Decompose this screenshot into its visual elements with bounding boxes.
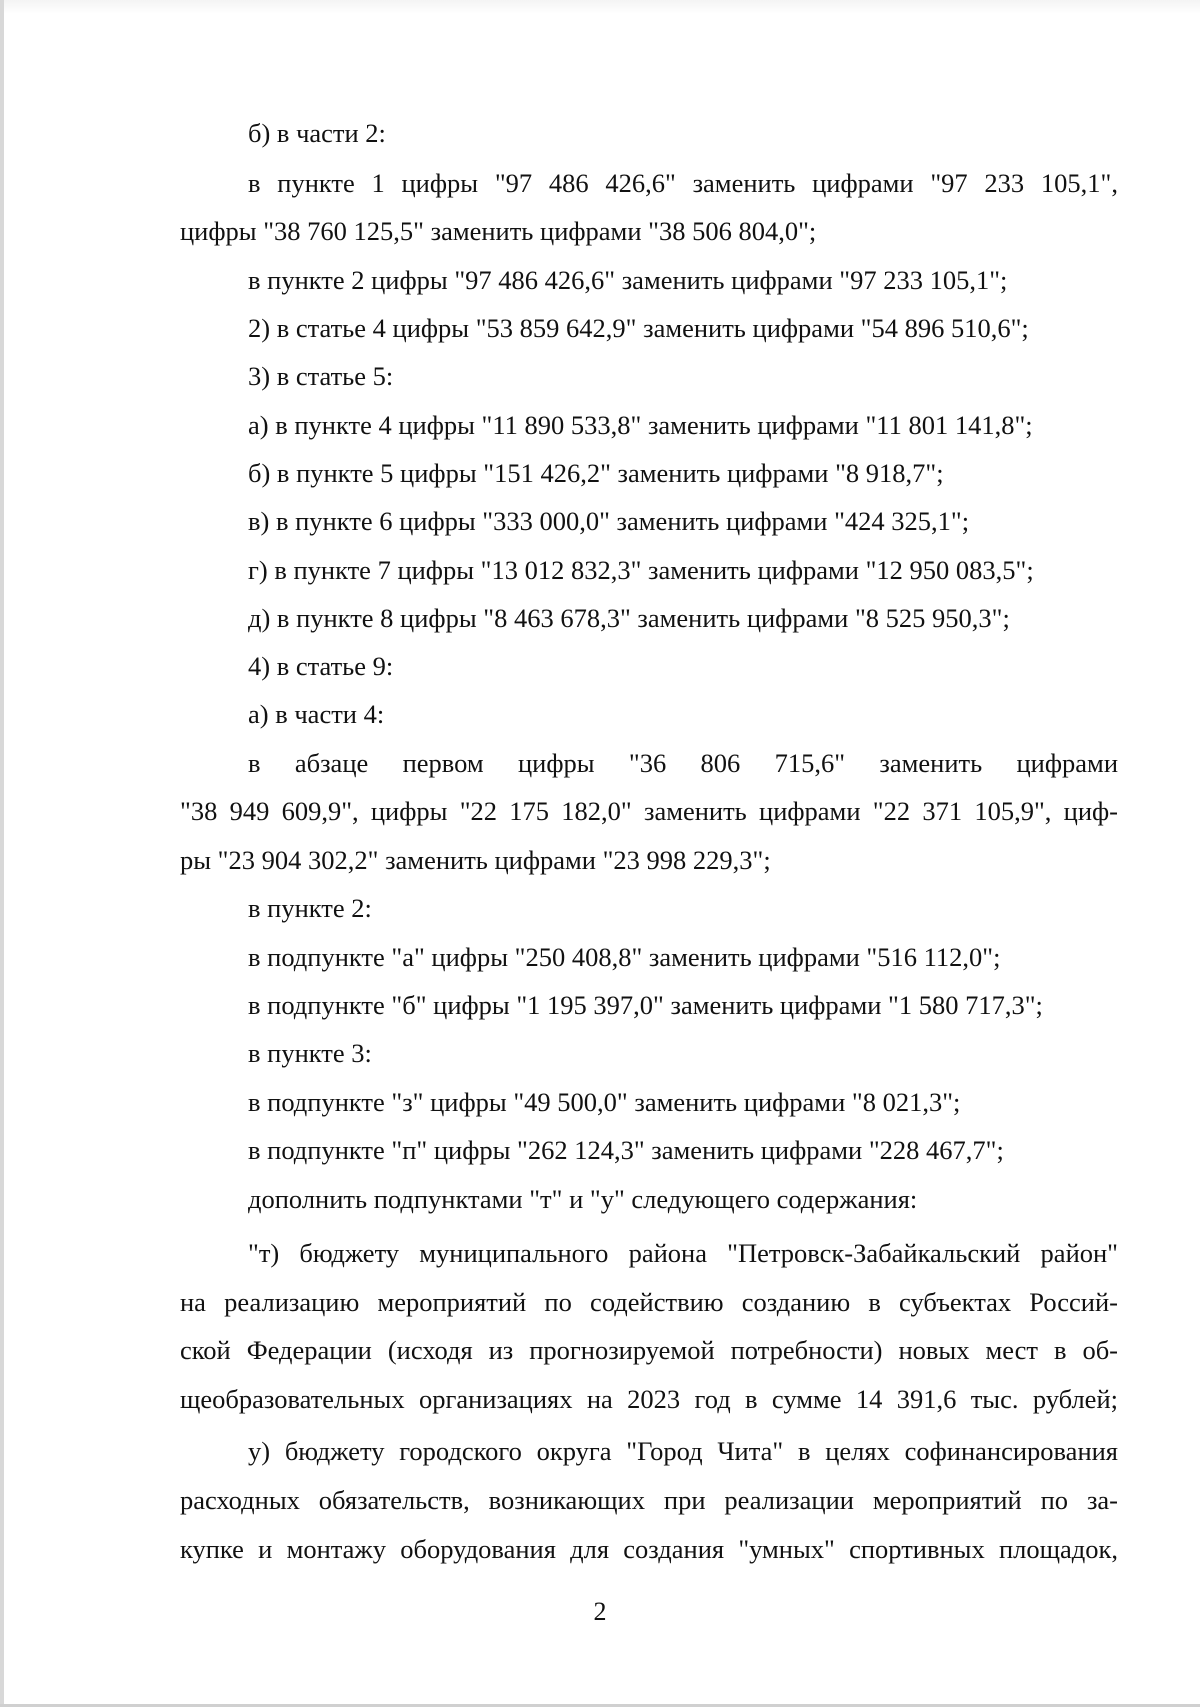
text-line: д) в пункте 8 цифры "8 463 678,3" заменить цифрами "8 525 950,3";	[248, 603, 1010, 633]
text-line: в) в пункте 6 цифры "333 000,0" заменить цифрами "424 325,1";	[248, 506, 970, 536]
text-line: расходных обязательств, возникающих при реализации мероприятий по за-	[180, 1485, 1118, 1515]
text-line: в подпункте "б" цифры "1 195 397,0" заменить цифрами "1 580 717,3";	[248, 990, 1043, 1020]
text-line: "т) бюджету муниципального района "Петровск-Забайкальский район"	[248, 1238, 1118, 1268]
text-line: б) в части 2:	[248, 118, 386, 148]
page-number: 2	[593, 1597, 607, 1626]
text-line: купке и монтажу оборудования для создания "умных" спортивных площадок,	[180, 1534, 1118, 1564]
text-line: цифры "38 760 125,5" заменить цифрами "38 506 804,0";	[180, 216, 817, 246]
text-line: в пункте 2:	[248, 893, 372, 923]
text-line: в абзаце первом цифры "36 806 715,6" заменить цифрами	[248, 748, 1118, 778]
text-line: щеобразовательных организациях на 2023 год в сумме 14 391,6 тыс. рублей;	[180, 1384, 1118, 1414]
text-line: 2) в статье 4 цифры "53 859 642,9" заменить цифрами "54 896 510,6";	[248, 313, 1029, 343]
text-line: в пункте 2 цифры "97 486 426,6" заменить цифрами "97 233 105,1";	[248, 265, 1008, 295]
text-line: 4) в статье 9:	[248, 651, 394, 681]
text-line: "38 949 609,9", цифры "22 175 182,0" заменить цифрами "22 371 105,9", циф-	[180, 796, 1118, 826]
text-line: в подпункте "а" цифры "250 408,8" заменить цифрами "516 112,0";	[248, 942, 1001, 972]
text-line: в пункте 3:	[248, 1038, 372, 1068]
text-line: в пункте 1 цифры "97 486 426,6" заменить цифрами "97 233 105,1",	[248, 168, 1118, 198]
text-line: а) в части 4:	[248, 699, 385, 729]
text-line: г) в пункте 7 цифры "13 012 832,3" заменить цифрами "12 950 083,5";	[248, 555, 1034, 585]
text-line: в подпункте "з" цифры "49 500,0" заменить цифрами "8 021,3";	[248, 1087, 961, 1117]
text-line: 3) в статье 5:	[248, 361, 394, 391]
text-line: в подпункте "п" цифры "262 124,3" заменить цифрами "228 467,7";	[248, 1135, 1004, 1165]
text-line: б) в пункте 5 цифры "151 426,2" заменить цифрами "8 918,7";	[248, 458, 944, 488]
text-line: а) в пункте 4 цифры "11 890 533,8" заменить цифрами "11 801 141,8";	[248, 410, 1033, 440]
text-line: дополнить подпунктами "т" и "у" следующего содержания:	[248, 1184, 918, 1214]
text-line: ры "23 904 302,2" заменить цифрами "23 998 229,3";	[180, 845, 771, 875]
text-line: у) бюджету городского округа "Город Чита" в целях софинансирования	[248, 1436, 1118, 1466]
text-line: на реализацию мероприятий по содействию созданию в субъектах Россий-	[180, 1287, 1118, 1317]
text-line: ской Федерации (исходя из прогнозируемой потребности) новых мест в об-	[180, 1335, 1118, 1365]
